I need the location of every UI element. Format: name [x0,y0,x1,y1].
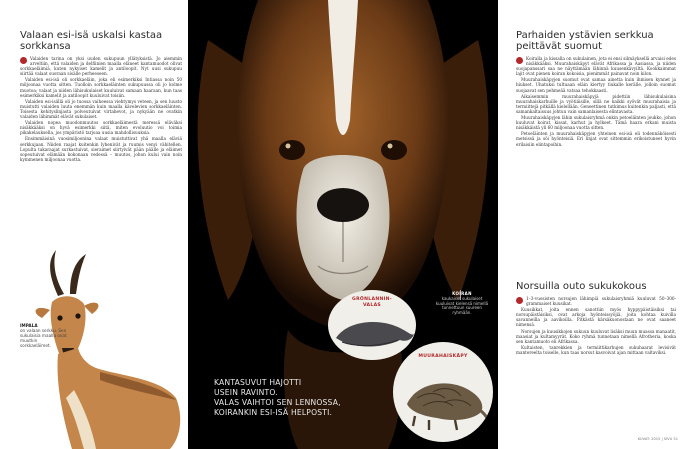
page-folio: KUVAT: 2015 | SIVU 51 [637,437,678,441]
left-paragraph-1: Valaiden tarina on yksi uuden sukupuun yllätyksistä. Jo aiemmin arveltiin, että valaiden ja delfiinien maalla eläneet kantamuodot olivat sorkkaeläimiä, kuten nykyiset kamelit ja antiloopit. Nyt uusi sukupuu siirtää valaat suoraan sisälle perheeseen. [20,56,182,77]
left-paragraph-4: Valaiden nopea muodonmuutos sorkkaeläimestä meressä eläväksi nisäkkääksi on hyvä esimerkki siitä, miten evoluutio voi toimia pikakelauksella, jos ympäristö tarjoaa uusia mahdollisuuksia. [20,120,182,136]
right-paragraph-4: Muurahaiskäpyjen lähin sukulaisryhmä onkin petoeläinten joukko, johon kuuluvat koirat, kissat, karhut ja hylkeet. Tämä haara erkani muista nisäkkäistä yli 60 miljoonaa vuotta sitten. [516,115,676,131]
photo-caption-line-3: VALAS VAIHTOI SEN LENNOSSA, [214,398,341,407]
koira-caption-text: kaukaiset sukulaiset kuuluivat kielensä nimellä tunnettuun suureen ryhmään. [435,295,489,316]
right2-paragraph-4: Kultaisten, tanrekkien ja termiittikarhujen sukuhaarat levisivät mantereelta toiselle, kun taas norsut kasvoivat ajan mittaan valtaviksi. [516,344,676,355]
left-page [0,0,188,449]
right2-paragraph-3: Norsujen ja kuusikkojen sukuun kuuluvat lisäksi muun muassa manaatit, maasiat ja kultamyyrät. Koko ryhmä tunnetaan nimellä Afrotheria, koska sen kantamuoto eli Afrikassa. [516,328,676,344]
left-paragraph-3: Valaiden esi-isällä oli jo tuossa vaiheessa viehtymys veteen, ja sen luusto muistutti valaiden luuta enemmän kuin maalla kävelevien sorkkaeläinten. Toisesta kehityslinjasta polveutuivat virtahevot, ja nykyään ne ovatkin valaiden lähimmät elävät sukulaiset. [20,98,182,120]
whale-skull-label-line-2: VALAS [362,302,382,308]
left-paragraph-2: Valaiden esi-isä oli sorkkaeläin, joka eli esimerkiksi Intiassa noin 50 miljoonaa vuotta sitten. Tuolloin sorkkaeläinten sukupuussa oli jo kolme muotoa; valaat ja niiden lähisukulaiset kuuluivat samaan haaraan, kun taas esimerkiksi kamelit ja antiloopit kuuluivat toisiin. [20,77,182,98]
impala-caption-text: on valaan serkku. Sen sukulaisia maalla ovat muutkin sorkkaeläimet. [20,328,67,348]
photo-caption-line-2: USEIN RAVINTO. [214,388,278,397]
pangolin-label: MUURAHAISKÄPY [418,354,468,359]
pangolin-image [393,342,493,442]
impala-image [0,248,188,449]
left-article-body [20,56,182,163]
red-dot-icon [20,57,27,64]
photo-caption-line-1: KANTASUVUT HAJOTTI [214,378,302,387]
right-article-body-2 [516,296,676,356]
dog-photo [188,0,498,449]
right-paragraph-3: Aikaisemmin muurahaiskäpyjä pidettiin lähisukulaisina muurahaiskarhuille ja vyötiäisille, sillä ne kaikki syövät muurahaisia ja termiittejä pitkällä kielellään. Geneettinen tutkimus kuitenkin paljasti, että samankaltaisuus johtuu vain samanlaisesta elintavasta. [516,93,676,114]
red-dot-icon [516,57,523,64]
red-dot-icon [516,297,523,304]
right-article-body [516,56,676,148]
koira-caption [434,292,490,316]
pangolin-inset [393,342,493,442]
right-heading: Parhaiden ystävien serkkua peittävät suomut [516,30,654,52]
right-paragraph-2: Muurahaiskäpyjen suomut ovat samaa ainetta kuin ihmisen kynnet ja hiukset. Uhatuksi tultuaan eläin kiertyy tiukalle kerälle, jolloin suomut suojaavat sen pehmeää vatsaa tehokkaasti. [516,77,676,93]
right2-paragraph-1: 1–3-vuosisten norsujen lähimpiä sukulaisryhmiä kuuluvat 50–300-grammaiset kuusikat. [516,296,676,306]
photo-caption [214,378,354,418]
right-paragraph-5: Petoeläinten ja muurahaiskäpyjen yhteinen esi-isä eli todennäköisesti metsissä ja söi hyönteisiä. Eri linjat ovat sittemmin erikoistuneet hyvin erilaisiin elintapoihin. [516,131,676,147]
impala-caption [20,323,68,348]
impala-caption-title: IMPALA [20,323,38,328]
right-heading-2: Norsuilla outo sukukokous [516,281,647,292]
koira-caption-title: KOIRAN [452,291,472,296]
photo-caption-line-4: KOIRANKIN ESI-ISÄ HELPOSTI. [214,408,333,417]
left-paragraph-5: Ensimmäisinä vuosimiljoonina valaat muistuttivat yhä maalla eläviä serkkujaan. Niiden raajat kuitenkin lyhenivät ja ruumis venyi vähitellen. Lopulta takaraajat surkastuivat, sieraimet siirtyivät pään päälle ja eläimet sopeutuivat elämään kokonaan vedessä – muutos, johon kului vain noin kymmenen miljoonaa vuotta. [20,136,182,162]
right-page [498,0,686,449]
right2-paragraph-2: Kuusikkat, joita ennen sanottiin myös hyppypäistäisiksi tai norsupäistäisiksi, ovat arkoja hyönteissyöjiä, joita kohtaa kuivilla savanneilla ja aavikoilla. Pitkästä kärsäkuonostaan ne ovat saaneet nimensä. [516,307,676,328]
left-heading: Valaan esi-isä uskalsi kastaa sorkkansa [20,30,163,52]
right-paragraph-1: Koiralla ja kissalla on sukulainen, jota ei ensi silmäyksellä arvaisi edes nisäkkääksi. Muurahaiskäpyt elävät Afrikassa ja Aasiassa, ja niiden suojapanssari saa ne näyttämään lähinnä kuusenkävyiltä. Kookkaimmat lajit ovat pienen koiran kokoisia, pienimmät painavat noin kilon. [516,56,676,77]
whale-skull-label-line-1: GRÖNLANNIN- [352,297,392,302]
